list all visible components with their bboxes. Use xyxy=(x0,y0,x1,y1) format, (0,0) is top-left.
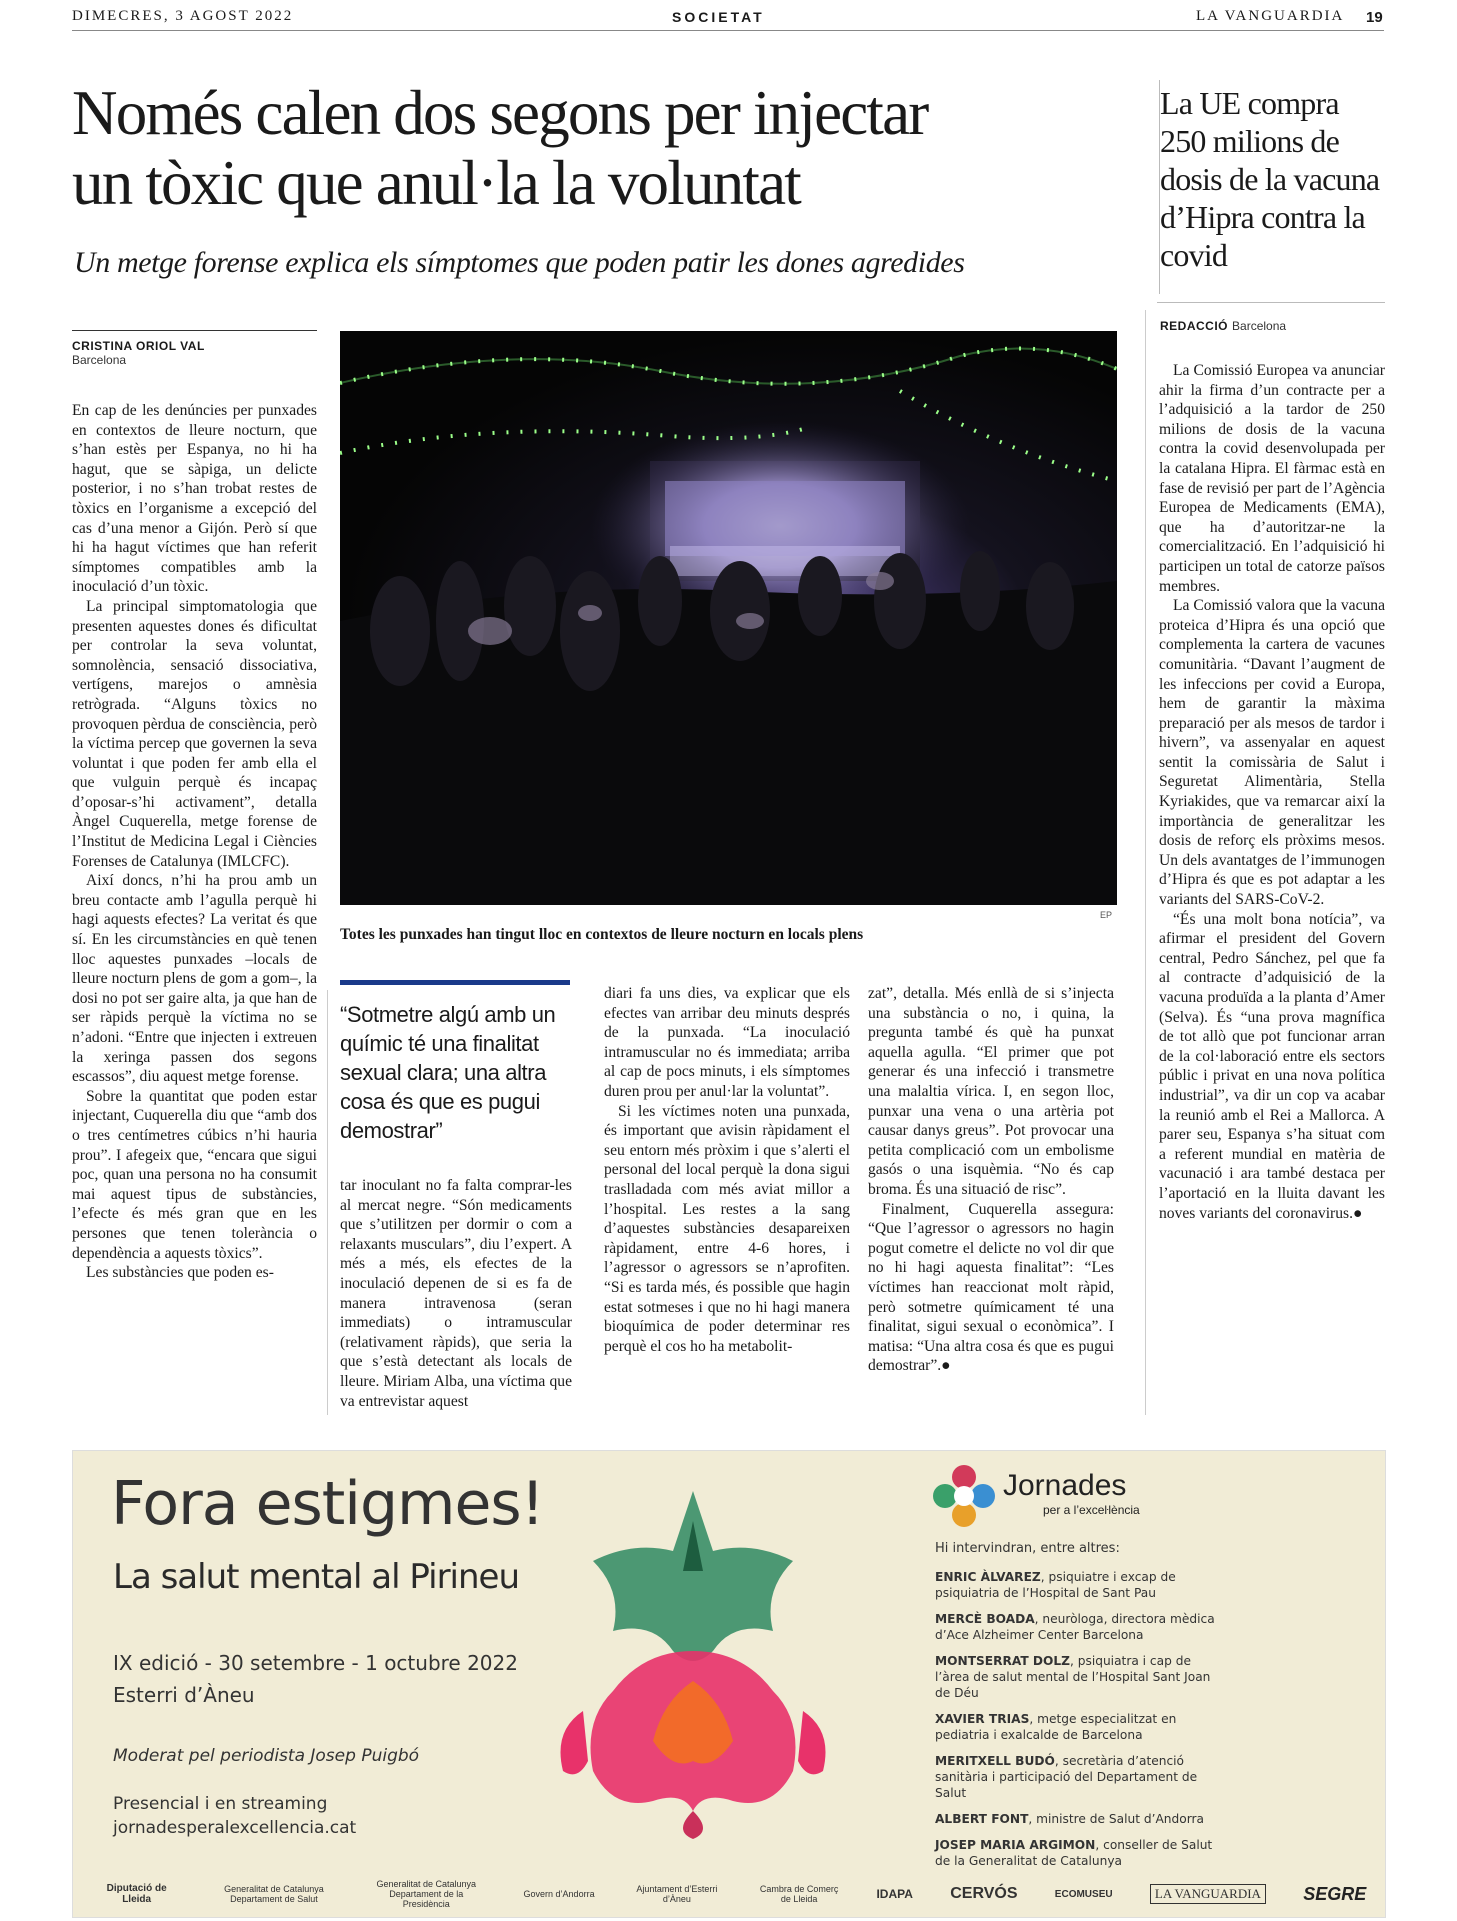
sponsor-strip xyxy=(73,1871,1385,1917)
ad-moderator: Moderat pel periodista Josep Puigbó xyxy=(113,1746,420,1766)
inkblot-illustration xyxy=(543,1481,843,1841)
side-headline: La UE compra 250 milions de dosis de la vacuna d’Hipra contra la covid xyxy=(1160,85,1380,273)
header-date: DIMECRES, 3 AGOST 2022 xyxy=(72,8,294,24)
main-author: CRISTINA ORIOL VAL xyxy=(72,339,205,353)
speaker-item xyxy=(935,1569,1225,1601)
jornades-logo-icon xyxy=(931,1463,997,1529)
headline-line-1: Només calen dos segons per injectar xyxy=(72,78,928,148)
paragraph: zat”, detalla. Més enllà de si s’injecta una substància o no, i quina, la pregunta també és què ha punxat aquella agulla. “El primer que pot generar és una infecció i transmetre una malaltia vírica. I, en segon lloc, punxar una vena o una artèria pot causar danys greus”. Pot provocar una petita complicació com un embolisme gasós o una isquèmia. “No és cap broma. És una situació de risc”. xyxy=(868,985,1114,1198)
paragraph: Així doncs, n’hi ha prou amb un breu contacte amb l’agulla perquè hi hagi aquests efectes? La veritat és que sí. En les circumstàncies en què tenen lloc aquestes punxades –locals de lleure nocturn plens de gom a gom–, la dosi no pot ser gaire alta, ja que han de ser ràpids perquè la víctima no se n’adoni. “Entre que injecten i extreuen la xeringa passen dos segons escassos”, diu aquest metge forense. xyxy=(72,872,317,1086)
headline-line-2: un tòxic que anul·la la voluntat xyxy=(72,148,800,218)
sponsor-logo: Generalitat de Catalunya Departament de la Presidència xyxy=(376,1879,477,1909)
speaker-name: ALBERT FONT xyxy=(935,1812,1029,1826)
advertisement xyxy=(72,1450,1386,1918)
speaker-name: XAVIER TRIAS xyxy=(935,1712,1030,1726)
speaker-role: , ministre de Salut d’Andorra xyxy=(1028,1812,1204,1826)
speaker-role: , neuròloga, directora mèdica d’Ace Alzheimer Center Barcelona xyxy=(935,1612,1215,1642)
side-author: REDACCIÓ xyxy=(1160,319,1229,333)
main-column-4 xyxy=(868,984,1114,1376)
ad-brand: Jornades xyxy=(1003,1469,1127,1502)
ad-edition: IX edició - 30 setembre - 1 octubre 2022 xyxy=(113,1651,518,1675)
paragraph: diari fa uns dies, va explicar que els efectes van arribar deu minuts després de la punxada. “La inoculació intramuscular no és immediata; arriba al cap de pocs minuts, i els símptomes duren prou per anul·lar la voluntat”. xyxy=(604,985,850,1100)
speaker-item xyxy=(935,1611,1225,1643)
speaker-name: ENRIC ÀLVAREZ xyxy=(935,1570,1041,1584)
speaker-name: MERCÈ BOADA xyxy=(935,1612,1035,1626)
main-headline xyxy=(72,78,1132,218)
speaker-role: , secretària d’atenció sanitària i participació del Departament de Salut xyxy=(935,1754,1198,1800)
main-column-3 xyxy=(604,984,850,1356)
paragraph: “És una molt bona notícia”, va afirmar el president del Govern central, Pedro Sánchez, pel que fa al contracte d’adquisició de la vacuna produïda a la planta d’Amer (Selva). És “una prova magnífica de tot allò que pot funcionar arran de la col·laboració entre els sectors públic i privat en una nova política industrial”, va dir un cop va acabar la reunió amb el Rei a Mallorca. A parer seu, Espanya s’ha situat com a referent mundial en matèria de vacunació i ara també destaca per l’aportació en la lluita davant les noves variants del coronavirus.● xyxy=(1159,910,1385,1222)
sponsor-logo: SEGRE xyxy=(1303,1883,1367,1904)
header-paper: LA VANGUARDIA xyxy=(1196,8,1345,24)
paragraph: Finalment, Cuquerella assegura: “Que l’agressor o agressors no hagin pogut cometre el delicte no vol dir que no hi hagi aquesta finalitat”: “Les víctimes han reaccionat molt ràpid, però sotmetre químicament té una finalitat, sigui sexual o econòmica”. I matisa: “Una altra cosa és que es pugui demostrar”.● xyxy=(868,1200,1114,1375)
header-rule xyxy=(72,30,1384,31)
concert-photo xyxy=(340,331,1117,905)
paragraph: Si les víctimes noten una punxada, és important que avisin ràpidament el seu entorn més pròxim i que s’alerti el personal del local perquè la dona sigui traslladada com més aviat millor a l’hospital. Les restes a la sang d’aquestes substàncies desapareixen ràpidament, entre 4-6 hores, i l’agressor o agressors se n’aprofiten. “Si es tarda més, és possible que hagin estat sotmeses i que no hi hagi manera bioquímica de poder determinar res perquè el cos ho ha metabolit- xyxy=(604,1102,850,1355)
speakers-intro: Hi intervindran, entre altres: xyxy=(935,1541,1120,1556)
photo-credit: EP xyxy=(1100,910,1113,920)
paragraph: La principal simptomatologia que presenten aquestes dones és dificultat per controlar la seva voluntat, somnolència, sensació dissociativa, vertígens, marejos o amnèsia retrògrada. “Alguns tòxics no provoquen pèrdua de consciència, però la víctima percep que governen la seva voluntat i que poden fer amb ella el que vulguin perquè és incapaç d’oposar-s’hi activament”, detalla Àngel Cuquerella, metge forense de l’Institut de Medicina Legal i Ciències Forenses de Catalunya (IMLCFC). xyxy=(72,597,317,870)
main-column-2 xyxy=(340,1176,572,1411)
speaker-name: MERITXELL BUDÓ xyxy=(935,1754,1055,1768)
ad-web[interactable]: jornadesperalexcellencia.cat xyxy=(113,1818,357,1838)
sponsor-logo: Diputació de Lleida xyxy=(106,1883,167,1905)
quote-rule xyxy=(340,980,570,985)
sponsor-logo: Cambra de Comerç de Lleida xyxy=(759,1884,839,1904)
speakers-list xyxy=(935,1569,1225,1879)
speaker-name: MONTSERRAT DOLZ xyxy=(935,1654,1070,1668)
speaker-item xyxy=(935,1711,1225,1743)
speaker-role: , metge especialitzat en pediatria i exalcalde de Barcelona xyxy=(935,1712,1177,1742)
sponsor-logo: Generalitat de Catalunya Departament de Salut xyxy=(224,1884,324,1904)
ad-location: Esterri d’Àneu xyxy=(113,1683,255,1707)
speaker-item xyxy=(935,1837,1225,1869)
speaker-item xyxy=(935,1811,1225,1827)
paragraph: Les substàncies que poden es- xyxy=(86,1264,274,1282)
speaker-item xyxy=(935,1753,1225,1801)
side-column-divider xyxy=(1145,310,1146,1415)
main-subhead: Un metge forense explica els símptomes que poden patir les dones agredides xyxy=(74,246,965,279)
ad-brand-sub: per a l’exceŀlència xyxy=(1043,1503,1140,1517)
side-top-rule xyxy=(1157,302,1385,303)
sponsor-logo: CERVÓS xyxy=(950,1885,1018,1902)
side-place: Barcelona xyxy=(1232,319,1287,333)
main-place: Barcelona xyxy=(72,353,127,367)
page-number: 19 xyxy=(1366,9,1383,26)
photo-caption: Totes les punxades han tingut lloc en contextos de lleure nocturn en locals plens xyxy=(340,926,864,943)
paragraph: Sobre la quantitat que poden estar injectant, Cuquerella diu que “amb dos o tres centímetres cúbics n’hi hauria prou”. I afegeix que, “encara que sigui poc, quan una persona no ha consumit mai aquest tipus de substàncies, l’efecte és més gran que en les persones que tenen tolerància o dependència a aquests tòxics”. xyxy=(72,1087,317,1262)
ad-subtitle: La salut mental al Pirineu xyxy=(113,1557,520,1597)
pull-quote: “Sotmetre algú amb un químic té una finalitat sexual clara; una altra cosa és que es pugui demostrar” xyxy=(340,1002,556,1143)
speaker-role: , psiquiatra i cap de l’àrea de salut mental de l’Hospital Sant Joan de Déu xyxy=(935,1654,1211,1700)
speaker-name: JOSEP MARIA ARGIMON xyxy=(935,1838,1096,1852)
sponsor-logo: Ajuntament d’Esterri d’Àneu xyxy=(636,1884,718,1904)
paragraph: En cap de les denúncies per punxades en contextos de lleure nocturn, que s’han estès per Espanya, no hi ha hagut, que se sàpiga, un delicte posterior, i no s’han trobat restes de tòxics en l’organisme a excepció del cas d’una menor a Gijón. Però sí que hi ha hagut víctimes que han referit símptomes compatibles amb la inoculació d’un tòxic. xyxy=(72,402,317,596)
main-byline xyxy=(72,339,205,367)
byline-rule xyxy=(72,330,317,331)
speaker-role: , conseller de Salut de la Generalitat de Catalunya xyxy=(935,1838,1213,1868)
sponsor-logo: ECOMUSEU xyxy=(1054,1888,1113,1900)
sponsor-logo: LA VANGUARDIA xyxy=(1150,1884,1266,1904)
paragraph: tar inoculant no fa falta comprar-les al mercat negre. “Són medicaments que s’utilitzen per dormir o com a relaxants musculars”, diu l’expert. A més a més, els efectes de la inoculació depenen de si es fa de manera intravenosa (seran immediats) o intramuscular (relativament ràpids), que seria la que s’està detectant als locals de lleure. Miriam Alba, una víctima que va entrevistar aquest xyxy=(340,1177,572,1410)
header-section: SOCIETAT xyxy=(672,9,765,25)
main-column-1 xyxy=(72,401,317,1283)
paragraph: La Comissió Europea va anunciar ahir la firma d’un contracte per a l’adquisició a la tardor de 250 milions de dosis de la vacuna contra la covid desenvolupada per la catalana Hipra. El fàrmac està en fase de revisió per part de l’Agència Europea de Medicaments (EMA), que ha d’autoritzar-ne la comercialització. En l’adquisició hi participen un total de catorze països membres. xyxy=(1159,362,1386,595)
speaker-item xyxy=(935,1653,1225,1701)
ad-title: Fora estigmes! xyxy=(111,1469,544,1539)
concert-scene-illustration xyxy=(340,331,1117,905)
side-body xyxy=(1159,361,1385,1223)
sponsor-logo: IDAPA xyxy=(876,1887,913,1901)
paragraph: La Comissió valora que la vacuna proteica d’Hipra és una opció que complementa la cartera de vacunes comunitària. “Davant l’augment de les infeccions per covid a Europa, hem de garantir la màxima preparació per als mesos de tardor i hivern”, va assenyalar en aquest sentit la comissària de Salut i Seguretat Alimentària, Stella Kyriakides, que va remarcar així la importància de generalitzar les dosis de reforç els pròxims mesos. Un dels avantatges de l’immunogen d’Hipra és que es pot adaptar a les variants del SARS-CoV-2. xyxy=(1159,597,1385,909)
column-divider xyxy=(327,990,328,1415)
sponsor-logo: Govern d’Andorra xyxy=(523,1889,595,1899)
ad-mode: Presencial i en streaming xyxy=(113,1794,328,1814)
side-byline xyxy=(1160,317,1286,335)
speaker-role: , psiquiatre i excap de psiquiatria de l’Hospital de Sant Pau xyxy=(935,1570,1176,1600)
